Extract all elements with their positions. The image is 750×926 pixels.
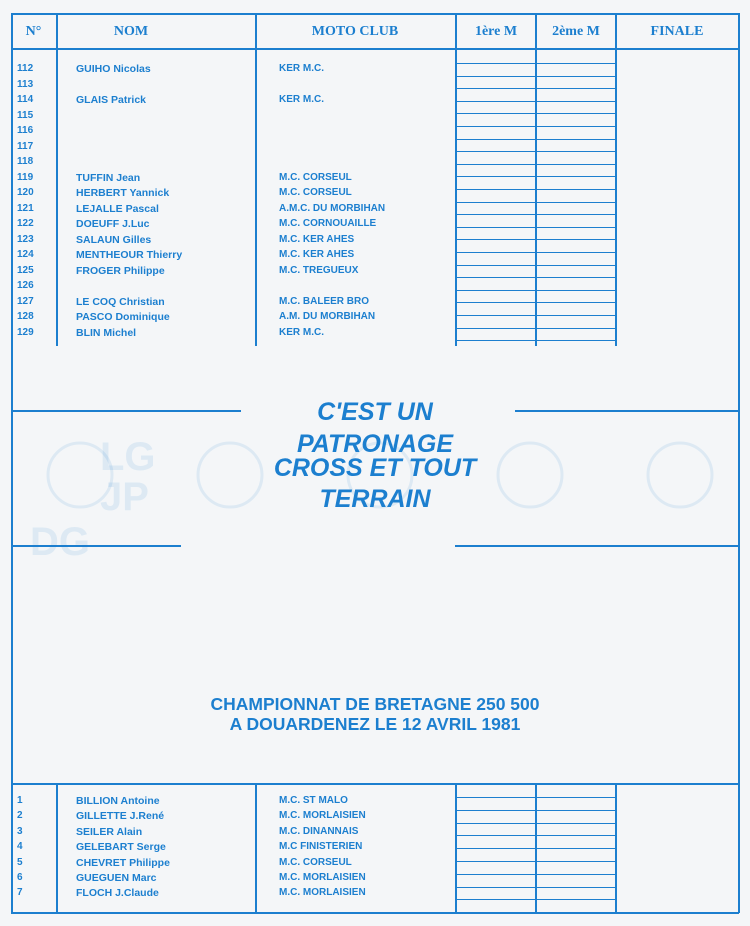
row-number: 123	[17, 233, 34, 245]
row-number: 5	[17, 856, 23, 868]
watermark-jp: JP	[100, 475, 149, 519]
rider-name: FLOCH J.Claude	[76, 887, 159, 900]
championship-subtitle: A DOUARDENEZ LE 12 AVRIL 1981	[229, 714, 521, 734]
rider-name: GLAIS Patrick	[76, 94, 147, 106]
score-grid-line	[456, 848, 616, 849]
moto-club: KER M.C.	[279, 63, 324, 74]
row-number: 6	[17, 872, 23, 883]
score-grid-line	[456, 315, 616, 316]
score-grid-line	[456, 214, 616, 215]
row-number: 125	[17, 264, 34, 276]
championship-title: CHAMPIONNAT DE BRETAGNE 250 500	[210, 694, 540, 714]
banner-line-4: TERRAIN	[319, 485, 431, 513]
rider-name: GUIHO Nicolas	[76, 63, 151, 75]
row-number: 116	[17, 125, 34, 136]
moto-club: M.C. CORNOUAILLE	[279, 218, 377, 229]
row-number: 127	[17, 295, 34, 307]
row-number: 126	[17, 280, 34, 291]
moto-club: KER M.C.	[279, 326, 324, 338]
score-grid-line	[456, 164, 616, 165]
score-grid-line	[456, 151, 616, 152]
rider-name: LEJALLE Pascal	[76, 202, 159, 215]
rider-name: BLIN Michel	[76, 326, 137, 339]
score-grid-line	[456, 302, 616, 303]
header-underline	[11, 48, 739, 50]
score-grid-line	[456, 265, 616, 266]
row-number: 117	[17, 140, 34, 152]
divider-name-club	[255, 13, 257, 346]
score-grid-line	[456, 227, 616, 228]
row-number: 4	[17, 841, 23, 853]
row-number: 118	[17, 156, 34, 167]
row-number: 114	[17, 94, 34, 105]
score-grid-line	[456, 874, 616, 875]
score-grid-line	[456, 202, 616, 203]
row-number: 3	[17, 825, 23, 837]
moto-club: M.C. ST MALO	[279, 795, 348, 806]
rider-name: HERBERT Yannick	[76, 187, 170, 199]
score-grid-line	[456, 277, 616, 278]
score-grid-line	[456, 101, 616, 102]
score-grid-line	[456, 290, 616, 291]
frame-bottom-border	[11, 912, 739, 914]
moto-club: M.C. KER AHES	[279, 233, 355, 245]
row-number: 119	[17, 171, 34, 183]
moto-club: M.C. DINANNAIS	[279, 825, 359, 837]
bottom-divider-num-name	[56, 783, 58, 913]
score-grid-line	[456, 887, 616, 888]
moto-club: M.C. CORSEUL	[279, 856, 352, 868]
watermark-dg: DG	[30, 520, 90, 564]
score-grid-line	[456, 340, 616, 341]
score-grid-line	[456, 810, 616, 811]
row-number: 120	[17, 187, 34, 198]
rider-name: SALAUN Gilles	[76, 233, 152, 246]
row-number: 115	[17, 109, 34, 121]
rider-name: BILLION Antoine	[76, 795, 160, 807]
moto-club: M.C. BALEER BRO	[279, 295, 369, 307]
banner-line-1: C'EST UN	[317, 398, 433, 426]
row-number: 1	[17, 795, 23, 806]
rider-name: FROGER Philippe	[76, 264, 165, 277]
rider-name: SEILER Alain	[76, 825, 143, 838]
header-name: NOM	[113, 24, 149, 39]
rider-name: CHEVRET Philippe	[76, 856, 170, 869]
rider-name: GELEBART Serge	[76, 841, 166, 854]
header-first-heat: 1ère M	[474, 24, 518, 39]
rider-name: GUEGUEN Marc	[76, 872, 157, 884]
row-number: 128	[17, 311, 34, 322]
row-number: 129	[17, 326, 34, 338]
row-number: 2	[17, 810, 23, 822]
score-grid-line	[456, 328, 616, 329]
score-grid-line	[456, 899, 616, 900]
row-number: 112	[17, 63, 34, 74]
row-number: 7	[17, 887, 23, 899]
bottom-divider-name-club	[255, 783, 257, 913]
score-grid-line	[456, 189, 616, 190]
score-grid-line	[456, 76, 616, 77]
header-final: FINALE	[650, 24, 704, 39]
moto-club: KER M.C.	[279, 94, 324, 105]
moto-club: M.C. CORSEUL	[279, 187, 352, 198]
score-grid-line	[456, 823, 616, 824]
moto-club: M.C. CORSEUL	[279, 171, 352, 183]
watermark-lg: LG	[100, 435, 156, 479]
moto-club: M.C. MORLAISIEN	[279, 810, 366, 822]
bottom-section-top-border	[11, 783, 739, 785]
header-club: MOTO CLUB	[311, 24, 399, 39]
banner-separator-left-bottom	[11, 545, 181, 547]
row-number: 121	[17, 202, 34, 214]
score-grid-line	[456, 113, 616, 114]
score-grid-line	[456, 139, 616, 140]
rider-name: TUFFIN Jean	[76, 171, 141, 184]
score-grid-line	[456, 797, 616, 798]
score-grid-line	[456, 63, 616, 64]
moto-club: M.C. TREGUEUX	[279, 264, 359, 276]
banner-separator-right-bottom	[455, 545, 739, 547]
banner-line-3: CROSS ET TOUT	[273, 454, 477, 482]
rider-name: MENTHEOUR Thierry	[76, 249, 183, 261]
moto-club: M.C. MORLAISIEN	[279, 887, 366, 899]
rider-name: GILLETTE J.René	[76, 810, 165, 823]
header-num: N°	[25, 24, 42, 39]
score-grid-line	[456, 176, 616, 177]
score-grid-line	[456, 126, 616, 127]
row-number: 113	[17, 78, 34, 90]
moto-club: A.M.C. DU MORBIHAN	[279, 202, 386, 214]
moto-club: A.M. DU MORBIHAN	[279, 311, 376, 322]
rider-name: PASCO Dominique	[76, 311, 170, 323]
score-grid-line	[456, 835, 616, 836]
moto-club: M.C FINISTERIEN	[279, 841, 363, 853]
banner-line-2: PATRONAGE	[296, 430, 454, 458]
score-grid-line	[456, 239, 616, 240]
score-grid-line	[456, 88, 616, 89]
score-grid-line	[456, 252, 616, 253]
moto-club: M.C. KER AHES	[279, 249, 355, 260]
rider-name: DOEUFF J.Luc	[76, 218, 150, 230]
divider-num-name	[56, 13, 58, 346]
rider-name: LE COQ Christian	[76, 295, 165, 308]
score-grid-line	[456, 861, 616, 862]
row-number: 124	[17, 249, 34, 260]
row-number: 122	[17, 218, 34, 229]
moto-club: M.C. MORLAISIEN	[279, 872, 366, 883]
header-second-heat: 2ème M	[552, 24, 600, 39]
